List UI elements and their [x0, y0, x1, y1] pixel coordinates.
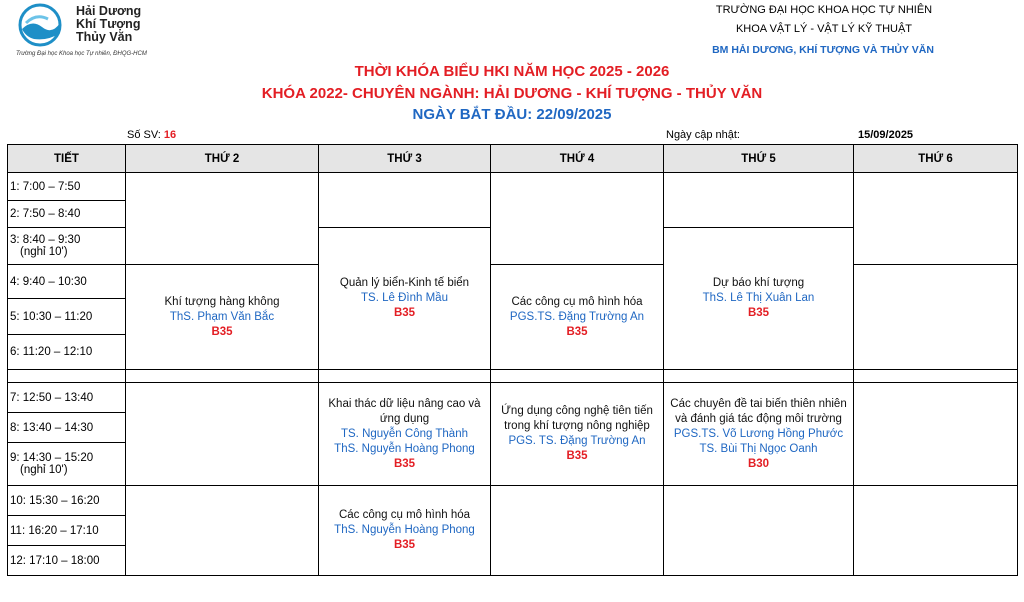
period-label: 2: 7:50 – 8:40 — [10, 208, 81, 220]
period-8 — [8, 413, 126, 443]
class-room: B35 — [393, 307, 416, 319]
logo-subtitle: Trường Đại học Khoa học Tự nhiên, ĐHQG-HCM — [16, 51, 147, 57]
timetable — [7, 144, 1018, 576]
period-3 — [8, 228, 126, 265]
updated-value: 15/09/2025 — [858, 129, 914, 141]
class-subject: Các công cụ mô hình hóa — [511, 295, 643, 308]
period-5 — [8, 299, 126, 335]
class-teacher: ThS. Lê Thị Xuân Lan — [702, 292, 815, 304]
empty-cell — [126, 383, 319, 486]
institution-line3: BM HẢI DƯƠNG, KHÍ TƯỢNG VÀ THỦY VĂN — [712, 44, 934, 56]
class-teacher: PGS.TS. Võ Lương Hồng Phước — [673, 427, 844, 440]
department-logo — [14, 3, 174, 61]
class-subject: Các công cụ mô hình hóa — [338, 509, 471, 521]
class-mon-morning — [126, 265, 319, 370]
class-room: B35 — [566, 325, 588, 338]
period-12 — [8, 546, 126, 576]
empty-cell — [664, 173, 854, 228]
header-thu-5: THỨ 5 — [664, 145, 854, 173]
period-label: 1: 7:00 – 7:50 — [10, 180, 81, 193]
student-count-value: 16 — [163, 129, 177, 141]
empty-cell — [854, 383, 1018, 486]
class-subject: Các chuyên đề tai biến thiên nhiên và đánh giá tác động môi trường — [670, 397, 847, 425]
empty-cell — [854, 486, 1018, 576]
table-row — [8, 486, 1018, 516]
logo-name-line3: Thủy Văn — [76, 30, 133, 44]
updated-label: Ngày cập nhật: — [666, 129, 740, 141]
class-room: B30 — [747, 457, 770, 470]
empty-cell — [664, 486, 854, 576]
timetable-header-row — [8, 145, 1018, 173]
gap-cell — [854, 370, 1018, 383]
empty-cell — [491, 486, 664, 576]
class-tue-afternoon-1 — [319, 383, 491, 486]
class-wed-afternoon-1 — [491, 383, 664, 486]
empty-cell — [491, 173, 664, 265]
logo-name-line1: Hải Dương — [76, 4, 142, 18]
class-teacher: TS. Lê Đình Mầu — [361, 292, 448, 304]
student-count-label: Số SV: — [127, 129, 161, 141]
class-room: B35 — [566, 450, 588, 462]
period-1 — [8, 173, 126, 201]
institution-line1: TRƯỜNG ĐẠI HỌC KHOA HỌC TỰ NHIÊN — [715, 4, 933, 16]
gap-cell — [8, 370, 126, 383]
class-thu-afternoon-1 — [664, 383, 854, 486]
header-thu-4: THỨ 4 — [491, 145, 664, 173]
table-row — [8, 265, 1018, 299]
empty-cell — [319, 173, 491, 228]
class-subject: Quản lý biển-Kinh tế biển — [339, 277, 470, 289]
gap-cell — [126, 370, 319, 383]
period-label: 10: 15:30 – 16:20 — [10, 494, 100, 507]
period-9 — [8, 443, 126, 486]
class-room: B35 — [747, 307, 770, 319]
period-2 — [8, 201, 126, 228]
period-4 — [8, 265, 126, 299]
gap-cell — [491, 370, 664, 383]
empty-cell — [854, 265, 1018, 370]
period-7 — [8, 383, 126, 413]
class-room: B35 — [393, 539, 416, 551]
header-thu-2: THỨ 2 — [126, 145, 319, 173]
empty-cell — [126, 486, 319, 576]
class-tue-afternoon-2 — [319, 486, 491, 576]
period-label: 5: 10:30 – 11:20 — [10, 310, 93, 323]
period-label: 3: 8:40 – 9:30 — [10, 234, 81, 246]
class-teacher: TS. Bùi Thị Ngọc Oanh — [699, 442, 818, 455]
schedule-cohort: KHÓA 2022- CHUYÊN NGÀNH: HẢI DƯƠNG - KHÍ TƯỢNG - THỦY VĂN — [261, 85, 763, 102]
table-row — [8, 383, 1018, 413]
lunch-gap-row — [8, 370, 1018, 383]
class-wed-morning — [491, 265, 664, 370]
empty-cell — [126, 173, 319, 265]
empty-cell — [854, 173, 1018, 265]
student-count — [127, 129, 176, 141]
class-teacher: PGS.TS. Đặng Trường An — [509, 310, 645, 323]
table-row — [8, 173, 1018, 201]
period-10 — [8, 486, 126, 516]
class-teacher: ThS. Phạm Văn Bắc — [169, 310, 275, 323]
period-label: 8: 13:40 – 14:30 — [10, 421, 94, 434]
gap-cell — [319, 370, 491, 383]
class-room: B35 — [211, 325, 233, 338]
class-subject: Ứng dụng công nghệ tiên tiến trong khí tượng nông nghiệp — [501, 405, 653, 432]
institution-line2: KHOA VẬT LÝ - VẬT LÝ KỸ THUẬT — [735, 23, 913, 35]
period-label: 7: 12:50 – 13:40 — [10, 391, 94, 404]
class-subject: Khai thác dữ liệu nâng cao và ứng dụng — [328, 397, 481, 425]
logo-name — [76, 5, 141, 44]
period-label: 4: 9:40 – 10:30 — [10, 275, 87, 288]
period-note: (nghỉ 10') — [20, 246, 68, 258]
class-thu-morning — [664, 228, 854, 370]
period-11 — [8, 516, 126, 546]
header-thu-6: THỨ 6 — [854, 145, 1018, 173]
header-tiet: TIẾT — [8, 145, 126, 173]
period-6 — [8, 335, 126, 370]
class-teacher: ThS. Nguyễn Hoàng Phong — [334, 442, 475, 455]
period-label: 6: 11:20 – 12:10 — [10, 346, 93, 358]
class-subject: Dự báo khí tượng — [712, 277, 805, 289]
header-thu-3: THỨ 3 — [319, 145, 491, 173]
schedule-start-date: NGÀY BẮT ĐẦU: 22/09/2025 — [412, 106, 612, 123]
class-room: B35 — [393, 457, 416, 470]
period-note: (nghỉ 10') — [20, 464, 68, 476]
class-teacher: PGS. TS. Đặng Trường An — [508, 435, 646, 447]
logo-name-line2: Khí Tượng — [76, 17, 141, 31]
gap-cell — [664, 370, 854, 383]
class-subject: Khí tượng hàng không — [164, 295, 280, 308]
period-label: 12: 17:10 – 18:00 — [10, 554, 100, 567]
class-teacher: ThS. Nguyễn Hoàng Phong — [334, 524, 475, 536]
schedule-title: THỜI KHÓA BIỂU HKI NĂM HỌC 2025 - 2026 — [354, 63, 670, 80]
period-label: 9: 14:30 – 15:20 — [10, 452, 94, 464]
period-label: 11: 16:20 – 17:10 — [10, 524, 99, 537]
wave-logo-icon — [18, 3, 62, 47]
class-teacher: TS. Nguyễn Công Thành — [340, 427, 468, 440]
class-tue-morning — [319, 228, 491, 370]
